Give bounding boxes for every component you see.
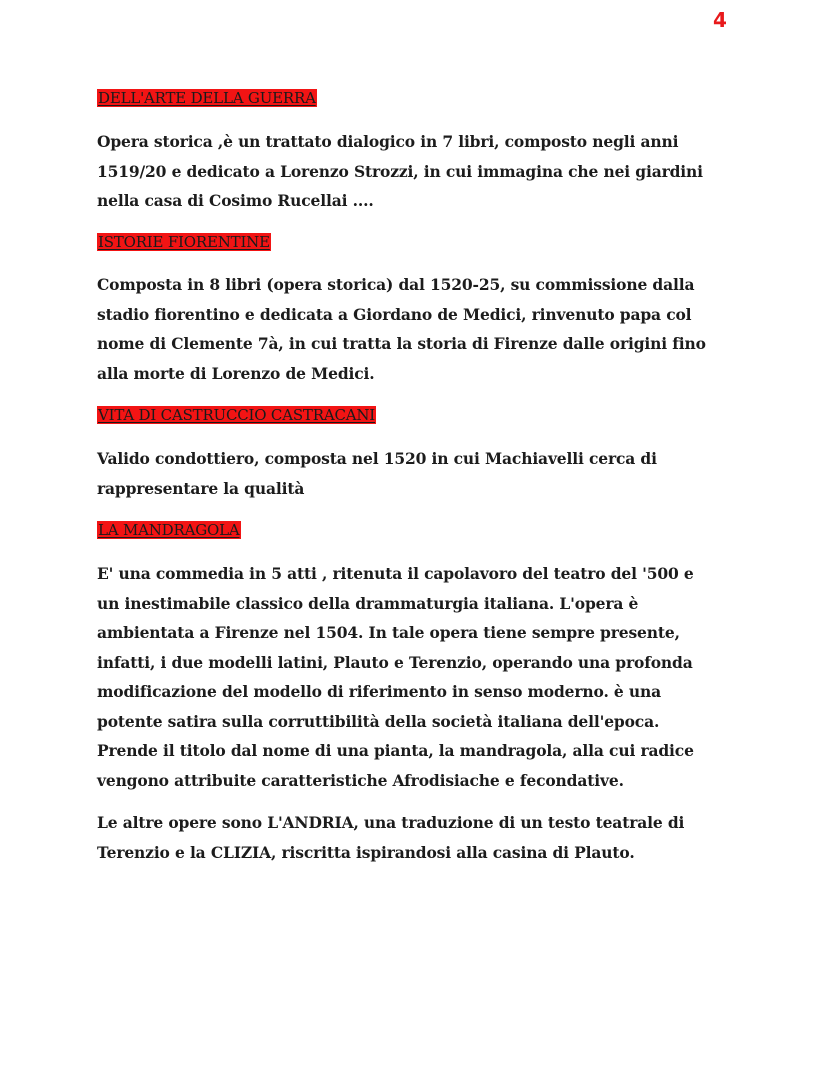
paragraph-la-mandragola xyxy=(97,559,694,795)
paragraph-line: Prende il titolo dal nome di una pianta, la mandragola, alla cui radice xyxy=(97,741,694,760)
paragraph-line: ambientata a Firenze nel 1504. In tale opera tiene sempre presente, xyxy=(97,623,680,642)
section-heading-castruccio-castracani xyxy=(97,405,376,425)
heading-highlight: DELL'ARTE DELLA GUERRA xyxy=(98,89,316,107)
heading-highlight: LA MANDRAGOLA xyxy=(98,521,240,539)
paragraph-line: Terenzio e la CLIZIA, riscritta ispirandosi alla casina di Plauto. xyxy=(97,842,635,862)
paragraph-altre-opere xyxy=(97,808,730,867)
paragraph-line: un inestimabile classico della drammaturgia italiana. L'opera è xyxy=(97,593,639,613)
paragraph-line: E' una commedia in 5 atti , ritenuta il capolavoro del teatro del '500 e xyxy=(97,564,694,583)
page-number: 4 xyxy=(713,8,727,32)
paragraph-line: potente satira sulla corruttibilità della società italiana dell'epoca. xyxy=(97,711,660,731)
paragraph-line: nella casa di Cosimo Rucellai .... xyxy=(97,191,374,210)
section-heading-istorie-fiorentine xyxy=(97,232,271,252)
paragraph-line: alla morte di Lorenzo de Medici. xyxy=(97,363,375,383)
paragraph-line: Composta in 8 libri (opera storica) dal 1520-25, su commissione dalla xyxy=(97,275,695,294)
paragraph-line: vengono attribuite caratteristiche Afrodisiache e fecondative. xyxy=(97,770,624,790)
heading-highlight: ISTORIE FIORENTINE xyxy=(98,233,270,251)
paragraph-line: Le altre opere sono L'ANDRIA, una traduzione di un testo teatrale di xyxy=(97,813,685,832)
section-heading-arte-della-guerra xyxy=(97,88,317,108)
paragraph-line: stadio fiorentino e dedicata a Giordano de Medici, rinvenuto papa col xyxy=(97,304,692,324)
section-heading-la-mandragola xyxy=(97,520,241,540)
paragraph-line: nome di Clemente 7à, in cui tratta la storia di Firenze dalle origini fino xyxy=(97,334,706,353)
paragraph-line: 1519/20 e dedicato a Lorenzo Strozzi, in cui immagina che nei giardini xyxy=(97,161,703,181)
paragraph-line: Opera storica ,è un trattato dialogico in 7 libri, composto negli anni xyxy=(97,132,679,151)
paragraph-line: infatti, i due modelli latini, Plauto e Terenzio, operando una profonda xyxy=(97,652,693,672)
heading-highlight: VITA DI CASTRUCCIO CASTRACANI xyxy=(98,406,376,424)
paragraph-line: rappresentare la qualità xyxy=(97,478,305,498)
paragraph-arte-della-guerra xyxy=(97,127,703,216)
paragraph-line: Valido condottiero, composta nel 1520 in cui Machiavelli cerca di xyxy=(97,449,657,468)
paragraph-line: modificazione del modello di riferimento in senso moderno. è una xyxy=(97,682,662,701)
paragraph-castruccio-castracani xyxy=(97,444,730,503)
paragraph-istorie-fiorentine xyxy=(97,270,706,388)
